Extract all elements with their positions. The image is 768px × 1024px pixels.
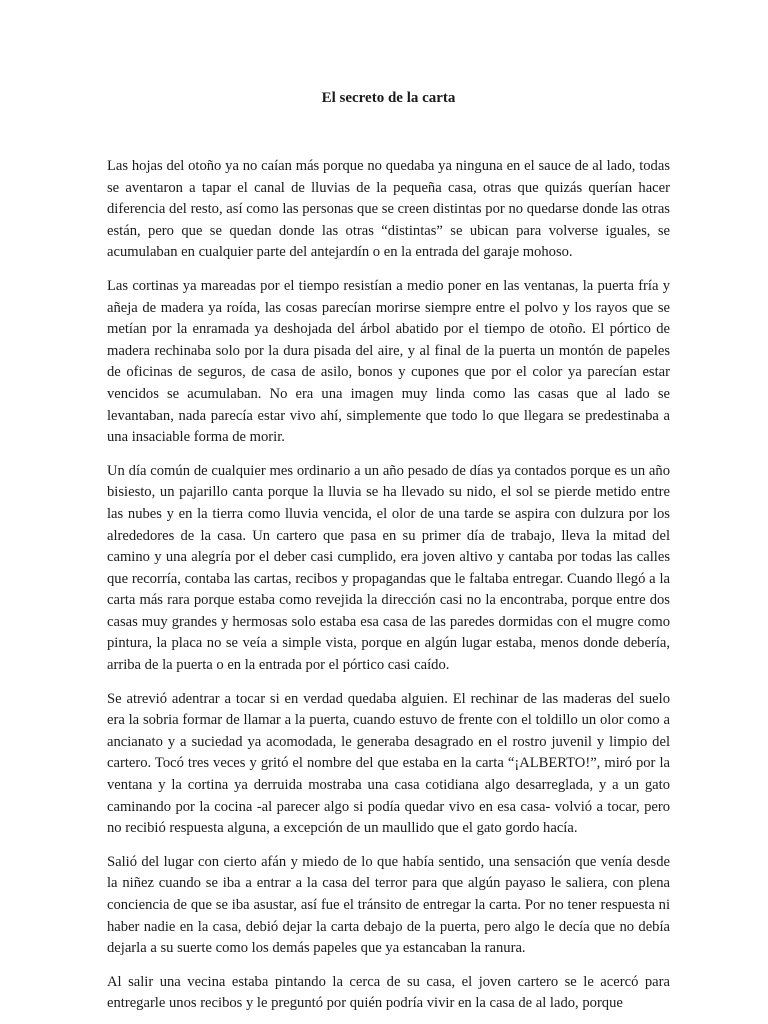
document-body [107,156,670,1015]
document-title: El secreto de la carta [321,90,456,106]
paragraph-2: Las cortinas ya mareadas por el tiempo resistían a medio poner en las ventanas, la puerta fría y añeja de madera ya roída, las cosas parecían morirse siempre entre el polvo y los rayos que se metían por la enramada ya deshojada del árbol abatido por el tiempo de otoño. El pórtico de madera rechinaba solo por la dura pisada del aire, y al final de la puerta un montón de papeles de oficinas de seguros, de casa de asilo, bonos y cupones que por el color ya parecían estar vencidos se acumulaban. No era una imagen muy linda como las casas que al lado se levantaban, nada parecía estar vivo ahí, simplemente que todo lo que llegara se predestinaba a una insaciable forma de morir. [107,277,670,446]
paragraph-1: Las hojas del otoño ya no caían más porque no quedaba ya ninguna en el sauce de al lado, todas se aventaron a tapar el canal de lluvias de la pequeña casa, otras que quizás querían hacer diferencia del resto, así como las personas que se creen distintas por no quedarse donde las otras están, pero que se quedan donde las otras “distintas” se ubican para volverse iguales, se acumulaban en cualquier parte del antejardín o en la entrada del garaje mohoso. [107,158,670,261]
paragraph-4: Se atrevió adentrar a tocar si en verdad quedaba alguien. El rechinar de las maderas del suelo era la sobria formar de llamar a la puerta, cuando estuvo de frente con el toldillo un olor como a ancianato y a suciedad ya acomodada, le generaba desagrado en el rostro juvenil y limpio del cartero. Tocó tres veces y gritó el nombre del que estaba en la carta “¡ALBERTO!”, miró por la ventana y la cortina ya derruida mostraba una casa cotidiana algo desarreglada, y a un gato caminando por la cocina -al parecer algo si podía quedar vivo en esa casa- volvió a tocar, pero no recibió respuesta alguna, a excepción de un maullido que el gato gordo hacía. [107,690,670,837]
paragraph-3: Un día común de cualquier mes ordinario a un año pesado de días ya contados porque es un año bisiesto, un pajarillo canta porque la lluvia se ha llevado su nido, el sol se pierde metido entre las nubes y en la tierra como lluvia vencida, el olor de una tarde se aspira con dulzura por los alrededores de la casa. Un cartero que pasa en su primer día de trabajo, lleva la mitad del camino y una alegría por el deber casi cumplido, era joven altivo y cantaba por todas las calles que recorría, contaba las cartas, recibos y propagandas que le faltaba entregar. Cuando llegó a la carta más rara porque estaba como revejida la dirección casi no la encontraba, porque entre dos casas muy grandes y hermosas solo estaba esa casa de las paredes dormidas con el mugre como pintura, la placa no se veía a simple vista, porque en algún lugar estaba, menos donde debería, arriba de la puerta o en la entrada por el pórtico casi caído. [107,462,670,674]
paragraph-6: Al salir una vecina estaba pintando la cerca de su casa, el joven cartero se le acercó para entregarle unos recibos y le preguntó por quién podría vivir en la casa de al lado, porque [107,973,670,1012]
paragraph-5: Salió del lugar con cierto afán y miedo de lo que había sentido, una sensación que venía desde la niñez cuando se iba a entrar a la casa del terror para que algún payaso le saliera, con plena conciencia de que se iba asustar, así fue el tránsito de entregar la carta. Por no tener respuesta ni haber nadie en la casa, debió dejar la carta debajo de la puerta, pero algo le decía que no debía dejarla a su suerte como los demás papeles que ya estancaban la ranura. [107,853,670,957]
